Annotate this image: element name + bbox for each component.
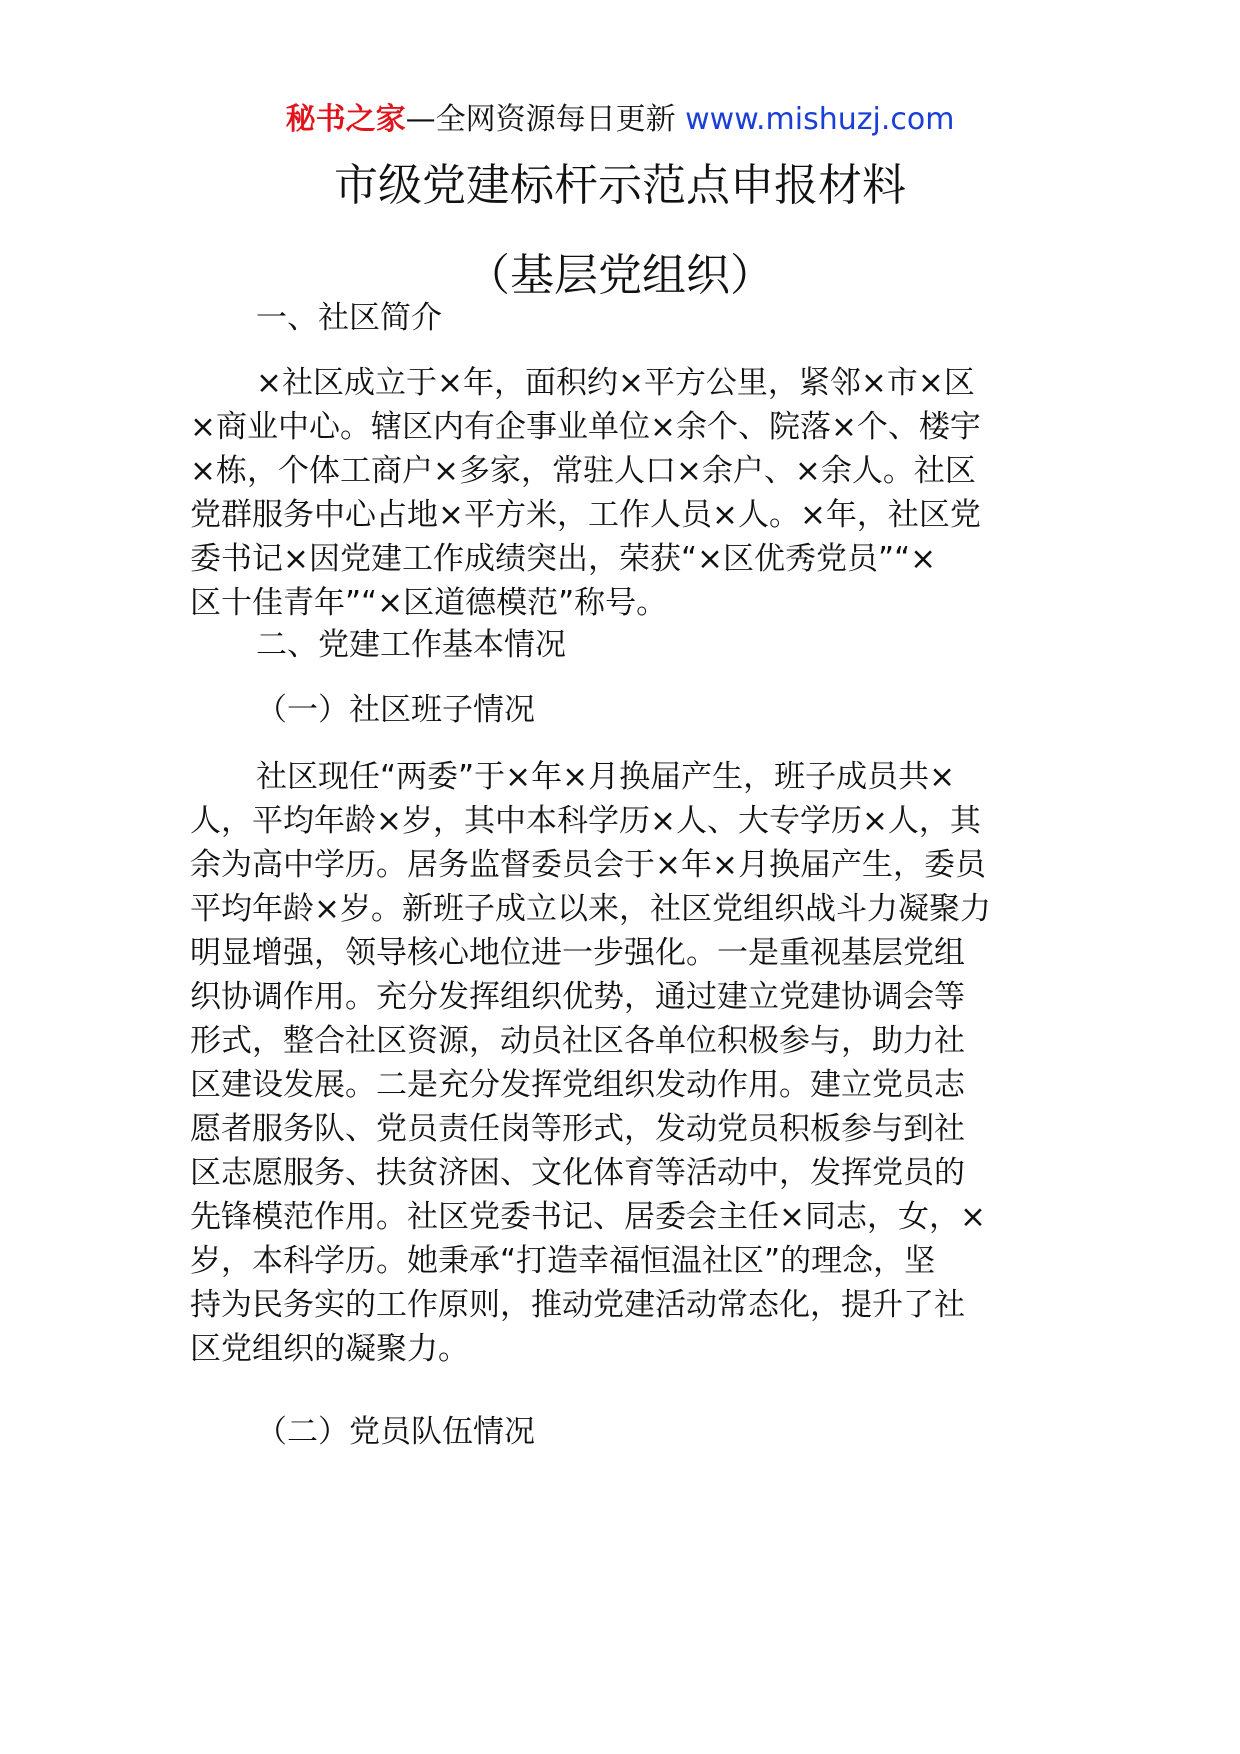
paragraph-community-intro	[190, 361, 1060, 625]
document-subtitle: （基层党组织）	[466, 250, 774, 301]
paragraph-line: 平均年龄×岁。新班子成立以来，社区党组织战斗力凝聚力	[190, 891, 991, 927]
watermark-brand: 秘书之家	[285, 102, 406, 137]
paragraph-line: 区志愿服务、扶贫济困、文化体育等活动中，发挥党员的	[190, 1155, 965, 1191]
paragraph-line: ×商业中心。辖区内有企事业单位×余个、院落×个、楼宇	[190, 409, 981, 445]
paragraph-line: 委书记×因党建工作成绩突出，荣获“×区优秀党员”“×	[190, 541, 937, 577]
paragraph-line: ×栋，个体工商户×多家，常驻人口×余户、×余人。社区	[190, 453, 976, 489]
paragraph-line: 先锋模范作用。社区党委书记、居委会主任×同志，女，×	[190, 1199, 986, 1235]
paragraph-leadership	[190, 755, 1060, 1371]
paragraph-line: 社区现任“两委”于×年×月换届产生，班子成员共×	[256, 759, 956, 795]
paragraph-line: 区十佳青年”“×区道德模范”称号。	[190, 585, 668, 621]
paragraph-line: 形式，整合社区资源，动员社区各单位积极参与，助力社	[190, 1023, 965, 1059]
watermark-url[interactable]: www.mishuzj.com	[685, 102, 955, 137]
paragraph-line: 区党组织的凝聚力。	[190, 1331, 469, 1367]
paragraph-line: 愿者服务队、党员责任岗等形式，发动党员积板参与到社	[190, 1111, 965, 1147]
watermark-tagline: —全网资源每日更新	[405, 102, 686, 137]
paragraph-line: 岁，本科学历。她秉承“打造幸福恒温社区”的理念，坚	[190, 1243, 936, 1279]
paragraph-line: 区建设发展。二是充分发挥党组织发动作用。建立党员志	[190, 1067, 965, 1103]
section-heading-intro: 一、社区简介	[256, 300, 442, 336]
site-watermark	[0, 100, 1240, 140]
paragraph-line: 人，平均年龄×岁，其中本科学历×人、大专学历×人，其	[190, 803, 981, 839]
paragraph-line: 党群服务中心占地×平方米，工作人员×人。×年，社区党	[190, 497, 981, 533]
document-title: 市级党建标杆示范点申报材料	[334, 160, 906, 211]
section-heading-party-building: 二、党建工作基本情况	[256, 627, 566, 663]
paragraph-line: 持为民务实的工作原则，推动党建活动常态化，提升了社	[190, 1287, 965, 1323]
paragraph-line: ×社区成立于×年，面积约×平方公里，紧邻×市×区	[256, 365, 975, 401]
subsection-heading-members: （二）党员队伍情况	[256, 1414, 535, 1450]
subsection-heading-leadership: （一）社区班子情况	[256, 692, 535, 728]
paragraph-line: 明显增强，领导核心地位进一步强化。一是重视基层党组	[190, 935, 965, 971]
paragraph-line: 余为高中学历。居务监督委员会于×年×月换届产生，委员	[190, 847, 986, 883]
paragraph-line: 织协调作用。充分发挥组织优势，通过建立党建协调会等	[190, 979, 965, 1015]
